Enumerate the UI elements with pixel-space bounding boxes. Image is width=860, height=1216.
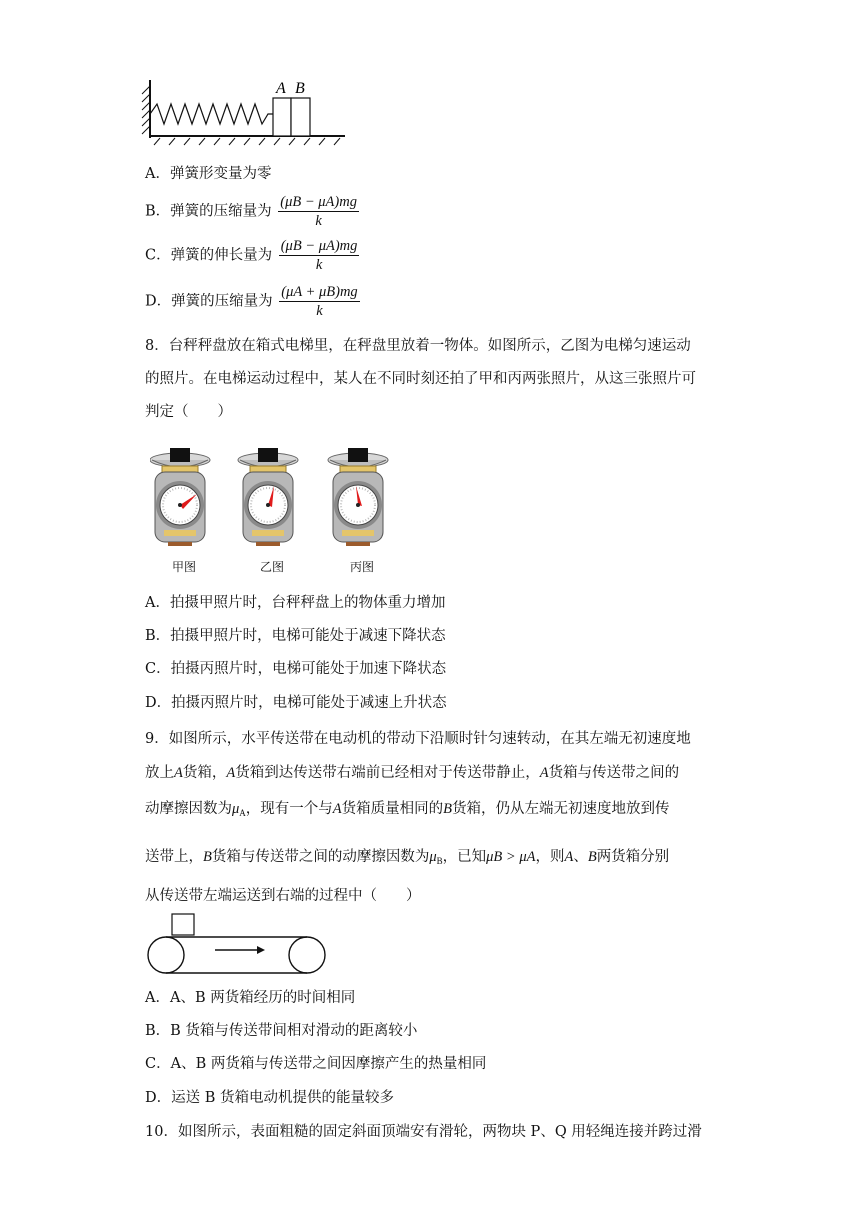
q9-option-c[interactable]: C．A、B 两货箱与传送带之间因摩擦产生的热量相同	[145, 1056, 487, 1072]
conveyor-belt-figure	[145, 912, 330, 976]
q7-option-d[interactable]: D．弹簧的压缩量为 $\frac{(\mu A + \mu B)mg}{k}$	[145, 284, 358, 319]
formula-fraction: $\frac{(\mu B - \mu A)mg}{k}$	[280, 194, 357, 229]
q8-stem-line-3: 判定（ ）	[145, 404, 232, 420]
spring-block-figure	[140, 76, 355, 148]
q8-stem-line-2: 的照片。在电梯运动过程中，某人在不同时刻还拍了甲和丙两张照片，从这三张照片可	[145, 371, 696, 387]
label-a: A	[276, 80, 286, 97]
q10-stem-line-1: 10．如图所示，表面粗糙的固定斜面顶端安有滑轮，两物块 P、Q 用轻绳连接并跨过滑	[145, 1124, 702, 1140]
q7-option-b[interactable]: B．弹簧的压缩量为 $\frac{(\mu B - \mu A)mg}{k}$	[145, 194, 357, 229]
q9-stem-line-1: 9．如图所示，水平传送带在电动机的带动下沿顺时针匀速转动，在其左端无初速度地	[145, 731, 691, 747]
q9-stem-line-5: 从传送带左端运送到右端的过程中（ ）	[145, 888, 421, 904]
q8-stem-line-1: 8．台秤秤盘放在箱式电梯里，在秤盘里放着一物体。如图所示，乙图为电梯匀速运动	[145, 338, 691, 354]
q7-option-a[interactable]: A．弹簧形变量为零	[145, 166, 272, 182]
caption-yi: 乙图	[260, 560, 285, 574]
q8-option-c[interactable]: C．拍摄丙照片时，电梯可能处于加速下降状态	[145, 661, 447, 677]
q8-option-a[interactable]: A．拍摄甲照片时，台秤秤盘上的物体重力增加	[145, 595, 446, 611]
q9-stem-line-2: 放上A货箱，A货箱到达传送带右端前已经相对于传送带静止，A货箱与传送带之间的	[145, 765, 680, 781]
q9-option-a[interactable]: A．A、B 两货箱经历的时间相同	[145, 990, 356, 1006]
q9-option-d[interactable]: D．运送 B 货箱电动机提供的能量较多	[145, 1090, 394, 1106]
formula-fraction: $\frac{(\mu A + \mu B)mg}{k}$	[281, 284, 358, 319]
q9-stem-line-3: 动摩擦因数为$\mu_A$，现有一个与A货箱质量相同的B货箱，仍从左端无初速度地放到传	[145, 801, 670, 818]
caption-bing: 丙图	[350, 560, 375, 574]
caption-jia: 甲图	[172, 560, 197, 574]
q9-option-b[interactable]: B．B 货箱与传送带间相对滑动的距离较小	[145, 1023, 418, 1039]
q7-option-c[interactable]: C．弹簧的伸长量为 $\frac{(\mu B - \mu A)mg}{k}$	[145, 238, 358, 273]
q8-option-d[interactable]: D．拍摄丙照片时，电梯可能处于减速上升状态	[145, 695, 447, 711]
formula-fraction: $\frac{(\mu B - \mu A)mg}{k}$	[280, 238, 358, 273]
q8-option-b[interactable]: B．拍摄甲照片时，电梯可能处于减速下降状态	[145, 628, 446, 644]
scales-figure	[150, 440, 410, 555]
q9-stem-line-4: 送带上，B货箱与传送带之间的动摩擦因数为$\mu_B$，已知μB > μA，则A、B两货箱分别	[145, 849, 670, 866]
label-b: B	[295, 80, 305, 97]
